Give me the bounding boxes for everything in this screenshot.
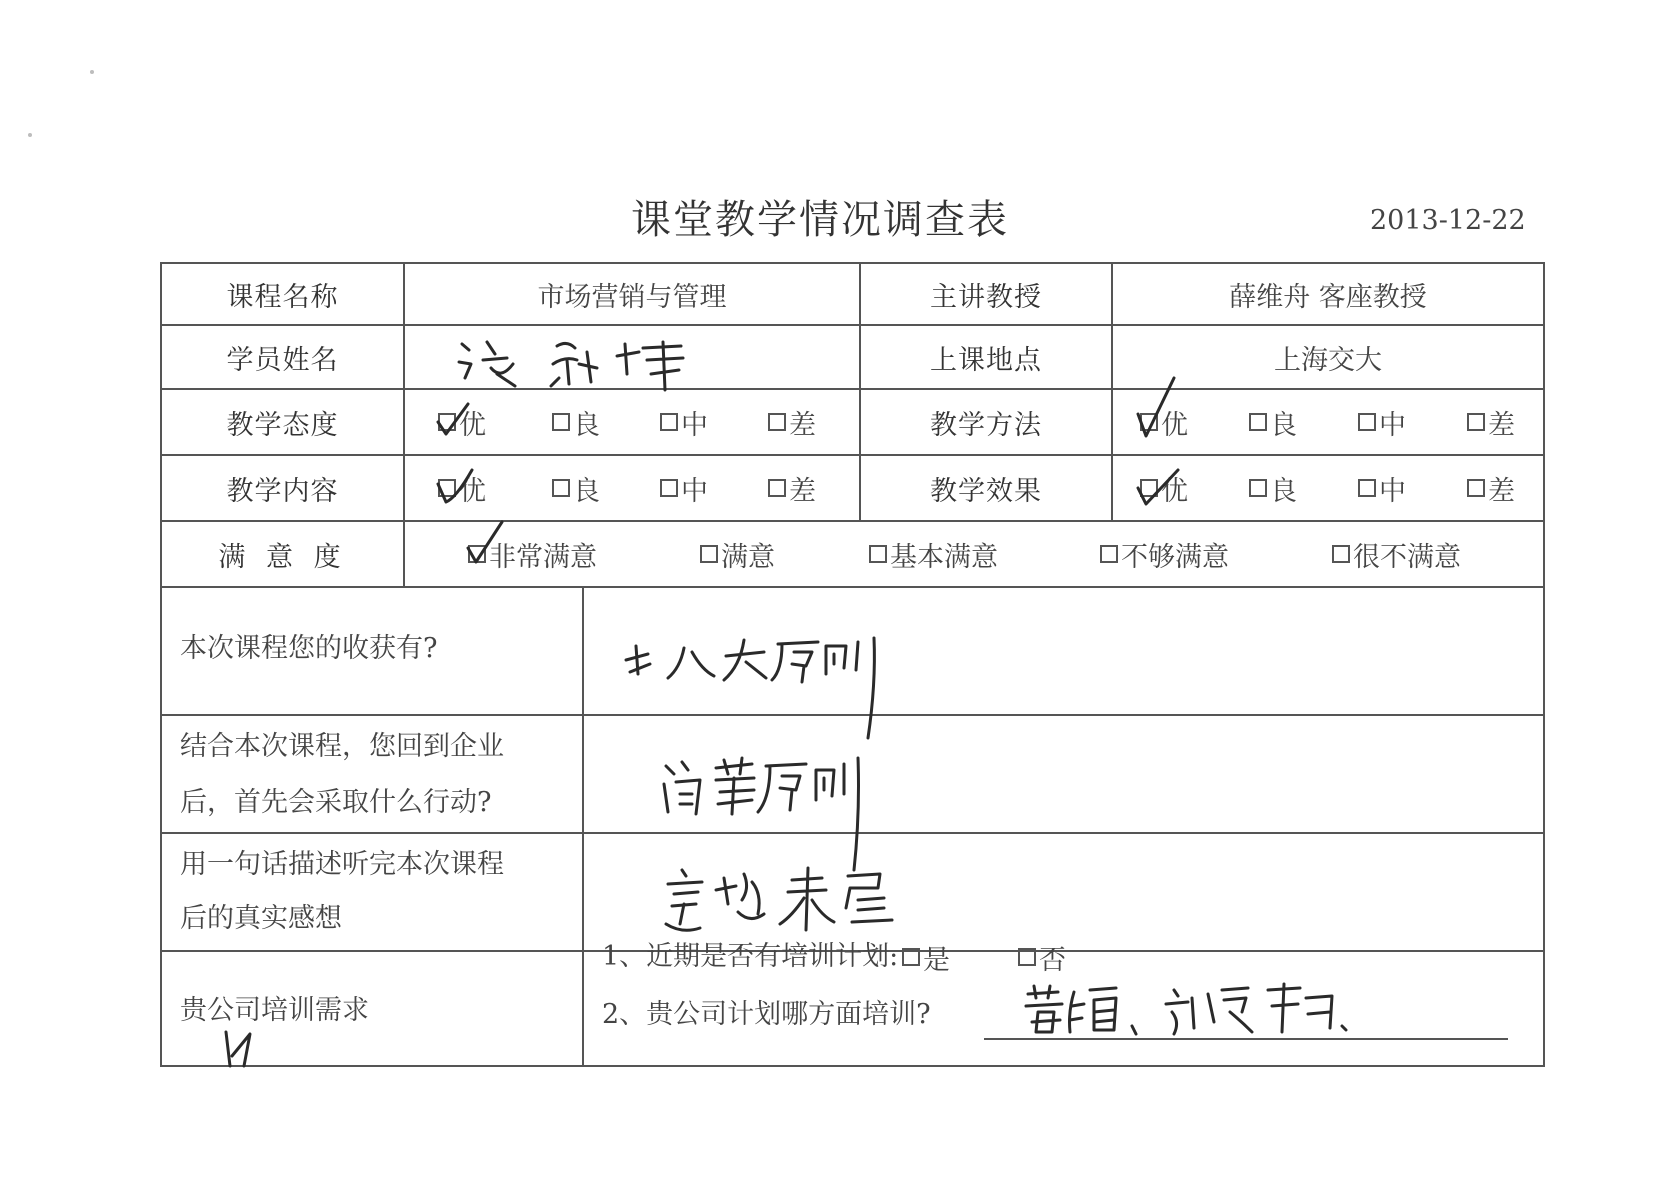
checkbox-icon — [1467, 413, 1485, 431]
attitude-option-poor[interactable]: 差 — [768, 390, 816, 454]
attitude-option-excellent[interactable]: 优 — [438, 390, 486, 454]
checkbox-icon — [1332, 545, 1350, 563]
course-name-value: 市场营销与管理 — [537, 281, 727, 313]
checkbox-icon — [768, 479, 786, 497]
method-option-excellent[interactable]: 优 — [1140, 390, 1188, 454]
scan-speck — [28, 133, 32, 137]
teaching-attitude-label: 教学态度 — [226, 409, 339, 441]
column-divider — [582, 586, 584, 1067]
action-question-line2: 后，首先会采取什么行动? — [180, 787, 492, 818]
teaching-effect-label: 教学效果 — [930, 475, 1042, 507]
action-question-line1: 结合本次课程，您回到企业 — [180, 731, 504, 762]
row-divider — [162, 586, 1543, 588]
course-name-label: 课程名称 — [226, 281, 339, 313]
feeling-question-line1: 用一句话描述听完本次课程 — [180, 849, 504, 880]
checkmark-icon — [1134, 374, 1180, 444]
checkbox-icon — [902, 948, 920, 966]
training-plan-yes[interactable]: 是 — [902, 928, 950, 986]
gain-question: 本次课程您的收获有? — [180, 633, 438, 664]
content-option-excellent[interactable]: 优 — [438, 456, 486, 520]
student-name-label: 学员姓名 — [226, 344, 339, 376]
handwritten-corner-mark-icon — [222, 1026, 262, 1070]
satisfaction-option-satisfied[interactable]: 满意 — [700, 522, 775, 586]
handwritten-name-icon — [457, 334, 717, 394]
training-needs-label: 贵公司培训需求 — [180, 995, 369, 1026]
method-option-average[interactable]: 中 — [1358, 390, 1406, 454]
lecturer-label: 主讲教授 — [930, 281, 1042, 313]
scan-speck — [90, 70, 94, 74]
checkbox-icon — [700, 545, 718, 563]
checkbox-icon — [768, 413, 786, 431]
training-q1: 1、近期是否有培训计划: — [602, 941, 899, 972]
satisfaction-label: 满 意 度 — [218, 541, 347, 573]
teaching-method-label: 教学方法 — [930, 409, 1042, 441]
checkmark-icon — [1134, 466, 1182, 510]
lecturer-value: 薛维舟 客座教授 — [1229, 281, 1427, 313]
content-option-poor[interactable]: 差 — [768, 456, 816, 520]
location-label: 上课地点 — [930, 344, 1042, 376]
handwritten-gain-answer-icon — [622, 634, 882, 744]
attitude-option-average[interactable]: 中 — [660, 390, 708, 454]
effect-option-poor[interactable]: 差 — [1467, 456, 1515, 520]
satisfaction-option-very-unsatisfied[interactable]: 很不满意 — [1332, 522, 1461, 586]
handwritten-action-answer-icon — [660, 754, 870, 874]
checkbox-icon — [1358, 413, 1376, 431]
training-q2: 2、贵公司计划哪方面培训? — [602, 999, 931, 1030]
satisfaction-option-basic[interactable]: 基本满意 — [869, 522, 998, 586]
satisfaction-option-insufficient[interactable]: 不够满意 — [1100, 522, 1229, 586]
effect-option-good[interactable]: 良 — [1249, 456, 1297, 520]
checkbox-icon — [660, 479, 678, 497]
content-option-good[interactable]: 良 — [552, 456, 600, 520]
method-option-poor[interactable]: 差 — [1467, 390, 1515, 454]
location-value: 上海交大 — [1274, 344, 1382, 376]
satisfaction-option-very[interactable]: 非常满意 — [468, 522, 597, 586]
checkmark-icon — [464, 518, 508, 568]
checkbox-icon — [1018, 948, 1036, 966]
checkbox-icon — [552, 479, 570, 497]
checkmark-icon — [434, 464, 478, 508]
content-option-average[interactable]: 中 — [660, 456, 708, 520]
method-option-good[interactable]: 良 — [1249, 390, 1297, 454]
checkbox-icon — [1467, 479, 1485, 497]
effect-option-excellent[interactable]: 优 — [1140, 456, 1188, 520]
checkbox-icon — [1249, 479, 1267, 497]
checkbox-icon — [660, 413, 678, 431]
checkbox-icon — [1100, 545, 1118, 563]
handwritten-training-answer-icon — [1024, 982, 1364, 1042]
page-title: 课堂教学情况调查表 — [631, 197, 1009, 243]
attitude-option-good[interactable]: 良 — [552, 390, 600, 454]
checkbox-icon — [1358, 479, 1376, 497]
feeling-question-line2: 后的真实感想 — [180, 903, 342, 934]
checkbox-icon — [869, 545, 887, 563]
teaching-content-label: 教学内容 — [226, 475, 339, 507]
checkmark-icon — [434, 400, 474, 440]
survey-form — [160, 262, 1545, 1067]
checkbox-icon — [1249, 413, 1267, 431]
training-plan-no[interactable]: 否 — [1018, 928, 1066, 986]
effect-option-average[interactable]: 中 — [1358, 456, 1406, 520]
checkbox-icon — [552, 413, 570, 431]
form-date: 2013-12-22 — [1370, 205, 1526, 236]
